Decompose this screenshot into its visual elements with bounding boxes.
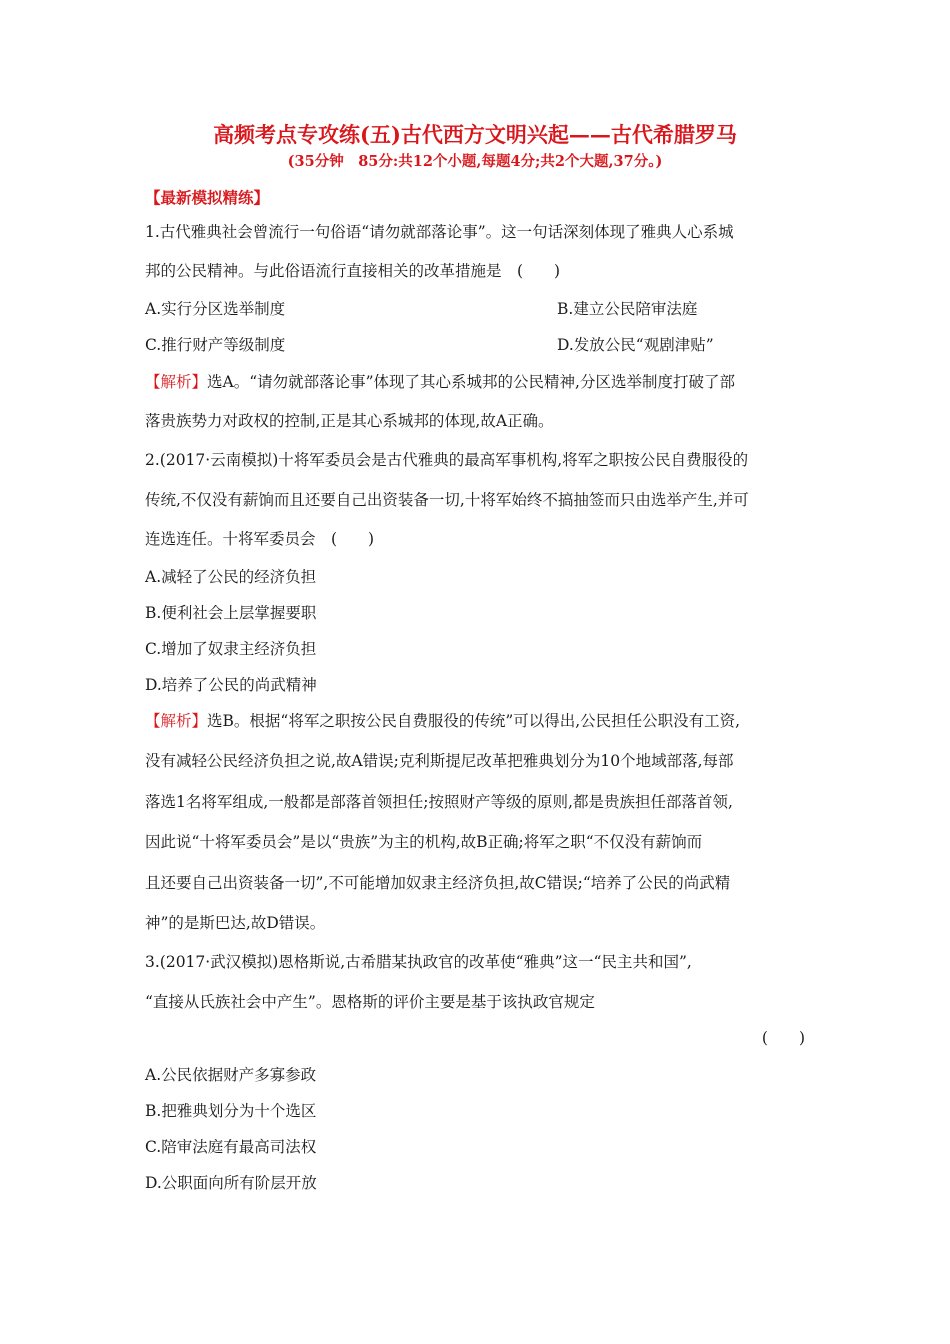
q2-option-b: B.便利社会上层掌握要职 <box>145 604 317 622</box>
q3-option-c: C.陪审法庭有最高司法权 <box>145 1138 317 1156</box>
q2-analysis-line-4: 因此说“十将军委员会”是以“贵族”为主的机构,故B正确;将军之职“不仅没有薪饷而 <box>145 833 703 851</box>
q1-analysis-text-1: 选A。“请勿就部落论事”体现了其心系城邦的公民精神,分区选举制度打破了部 <box>207 373 735 391</box>
q2-analysis-line-3: 落选1名将军组成,一般都是部落首领担任;按照财产等级的原则,都是贵族担任部落首领, <box>145 793 733 811</box>
q2-analysis-line-1 <box>145 709 825 733</box>
q2-stem-line-2: 传统,不仅没有薪饷而且还要自己出资装备一切,十将军始终不搞抽签而只由选举产生,并可 <box>145 491 749 509</box>
q1-stem-line-2: 邦的公民精神。与此俗语流行直接相关的改革措施是 ( ) <box>145 262 561 280</box>
q3-option-b: B.把雅典划分为十个选区 <box>145 1102 317 1120</box>
q2-analysis-line-2: 没有减轻公民经济负担之说,故A错误;克利斯提尼改革把雅典划分为10个地域部落,每部 <box>145 752 734 770</box>
q2-analysis-line-6: 神”的是斯巴达,故D错误。 <box>145 914 326 932</box>
q1-option-a: A.实行分区选举制度 <box>145 300 286 318</box>
q3-answer-paren: ( ) <box>761 1029 805 1047</box>
q3-option-a: A.公民依据财产多寡参政 <box>145 1066 317 1084</box>
q2-stem-line-3: 连选连任。十将军委员会 ( ) <box>145 530 375 548</box>
q3-option-d: D.公职面向所有阶层开放 <box>145 1174 317 1192</box>
q1-analysis-line-2: 落贵族势力对政权的控制,正是其心系城邦的体现,故A正确。 <box>145 412 554 430</box>
q2-analysis-tag: 【解析】 <box>145 712 208 730</box>
q2-option-d: D.培养了公民的尚武精神 <box>145 676 317 694</box>
q1-option-d: D.发放公民“观剧津贴” <box>557 336 714 354</box>
q1-options-row-2 <box>145 333 825 357</box>
q2-stem-line-1: 2.(2017·云南模拟)十将军委员会是古代雅典的最高军事机构,将军之职按公民自费服役的 <box>145 451 749 469</box>
q2-option-c: C.增加了奴隶主经济负担 <box>145 640 317 658</box>
q2-analysis-line-5: 且还要自己出资装备一切”,不可能增加奴隶主经济负担,故C错误;“培养了公民的尚武精 <box>145 874 731 892</box>
q1-options-row-1 <box>145 297 825 321</box>
page-subtitle: (35分钟 85分:共12个小题,每题4分;共2个大题,37分。) <box>287 153 663 170</box>
q2-analysis-text-1: 选B。根据“将军之职按公民自费服役的传统”可以得出,公民担任公职没有工资, <box>207 712 741 730</box>
q2-option-a: A.减轻了公民的经济负担 <box>145 568 317 586</box>
page-title: 高频考点专攻练(五)古代西方文明兴起——古代希腊罗马 <box>213 122 737 147</box>
q1-stem-line-1: 1.古代雅典社会曾流行一句俗语“请勿就部落论事”。这一句话深刻体现了雅典人心系城 <box>145 223 734 241</box>
section-label: 【最新模拟精练】 <box>145 188 270 207</box>
q1-option-b: B.建立公民陪审法庭 <box>557 300 698 318</box>
q1-analysis-line-1 <box>145 370 825 394</box>
q3-stem-line-2: “直接从氏族社会中产生”。恩格斯的评价主要是基于该执政官规定 <box>145 993 595 1011</box>
q1-option-c: C.推行财产等级制度 <box>145 336 286 354</box>
q1-analysis-tag: 【解析】 <box>145 373 208 391</box>
q3-stem-line-1: 3.(2017·武汉模拟)恩格斯说,古希腊某执政官的改革使“雅典”这一“民主共和国”, <box>145 953 692 971</box>
